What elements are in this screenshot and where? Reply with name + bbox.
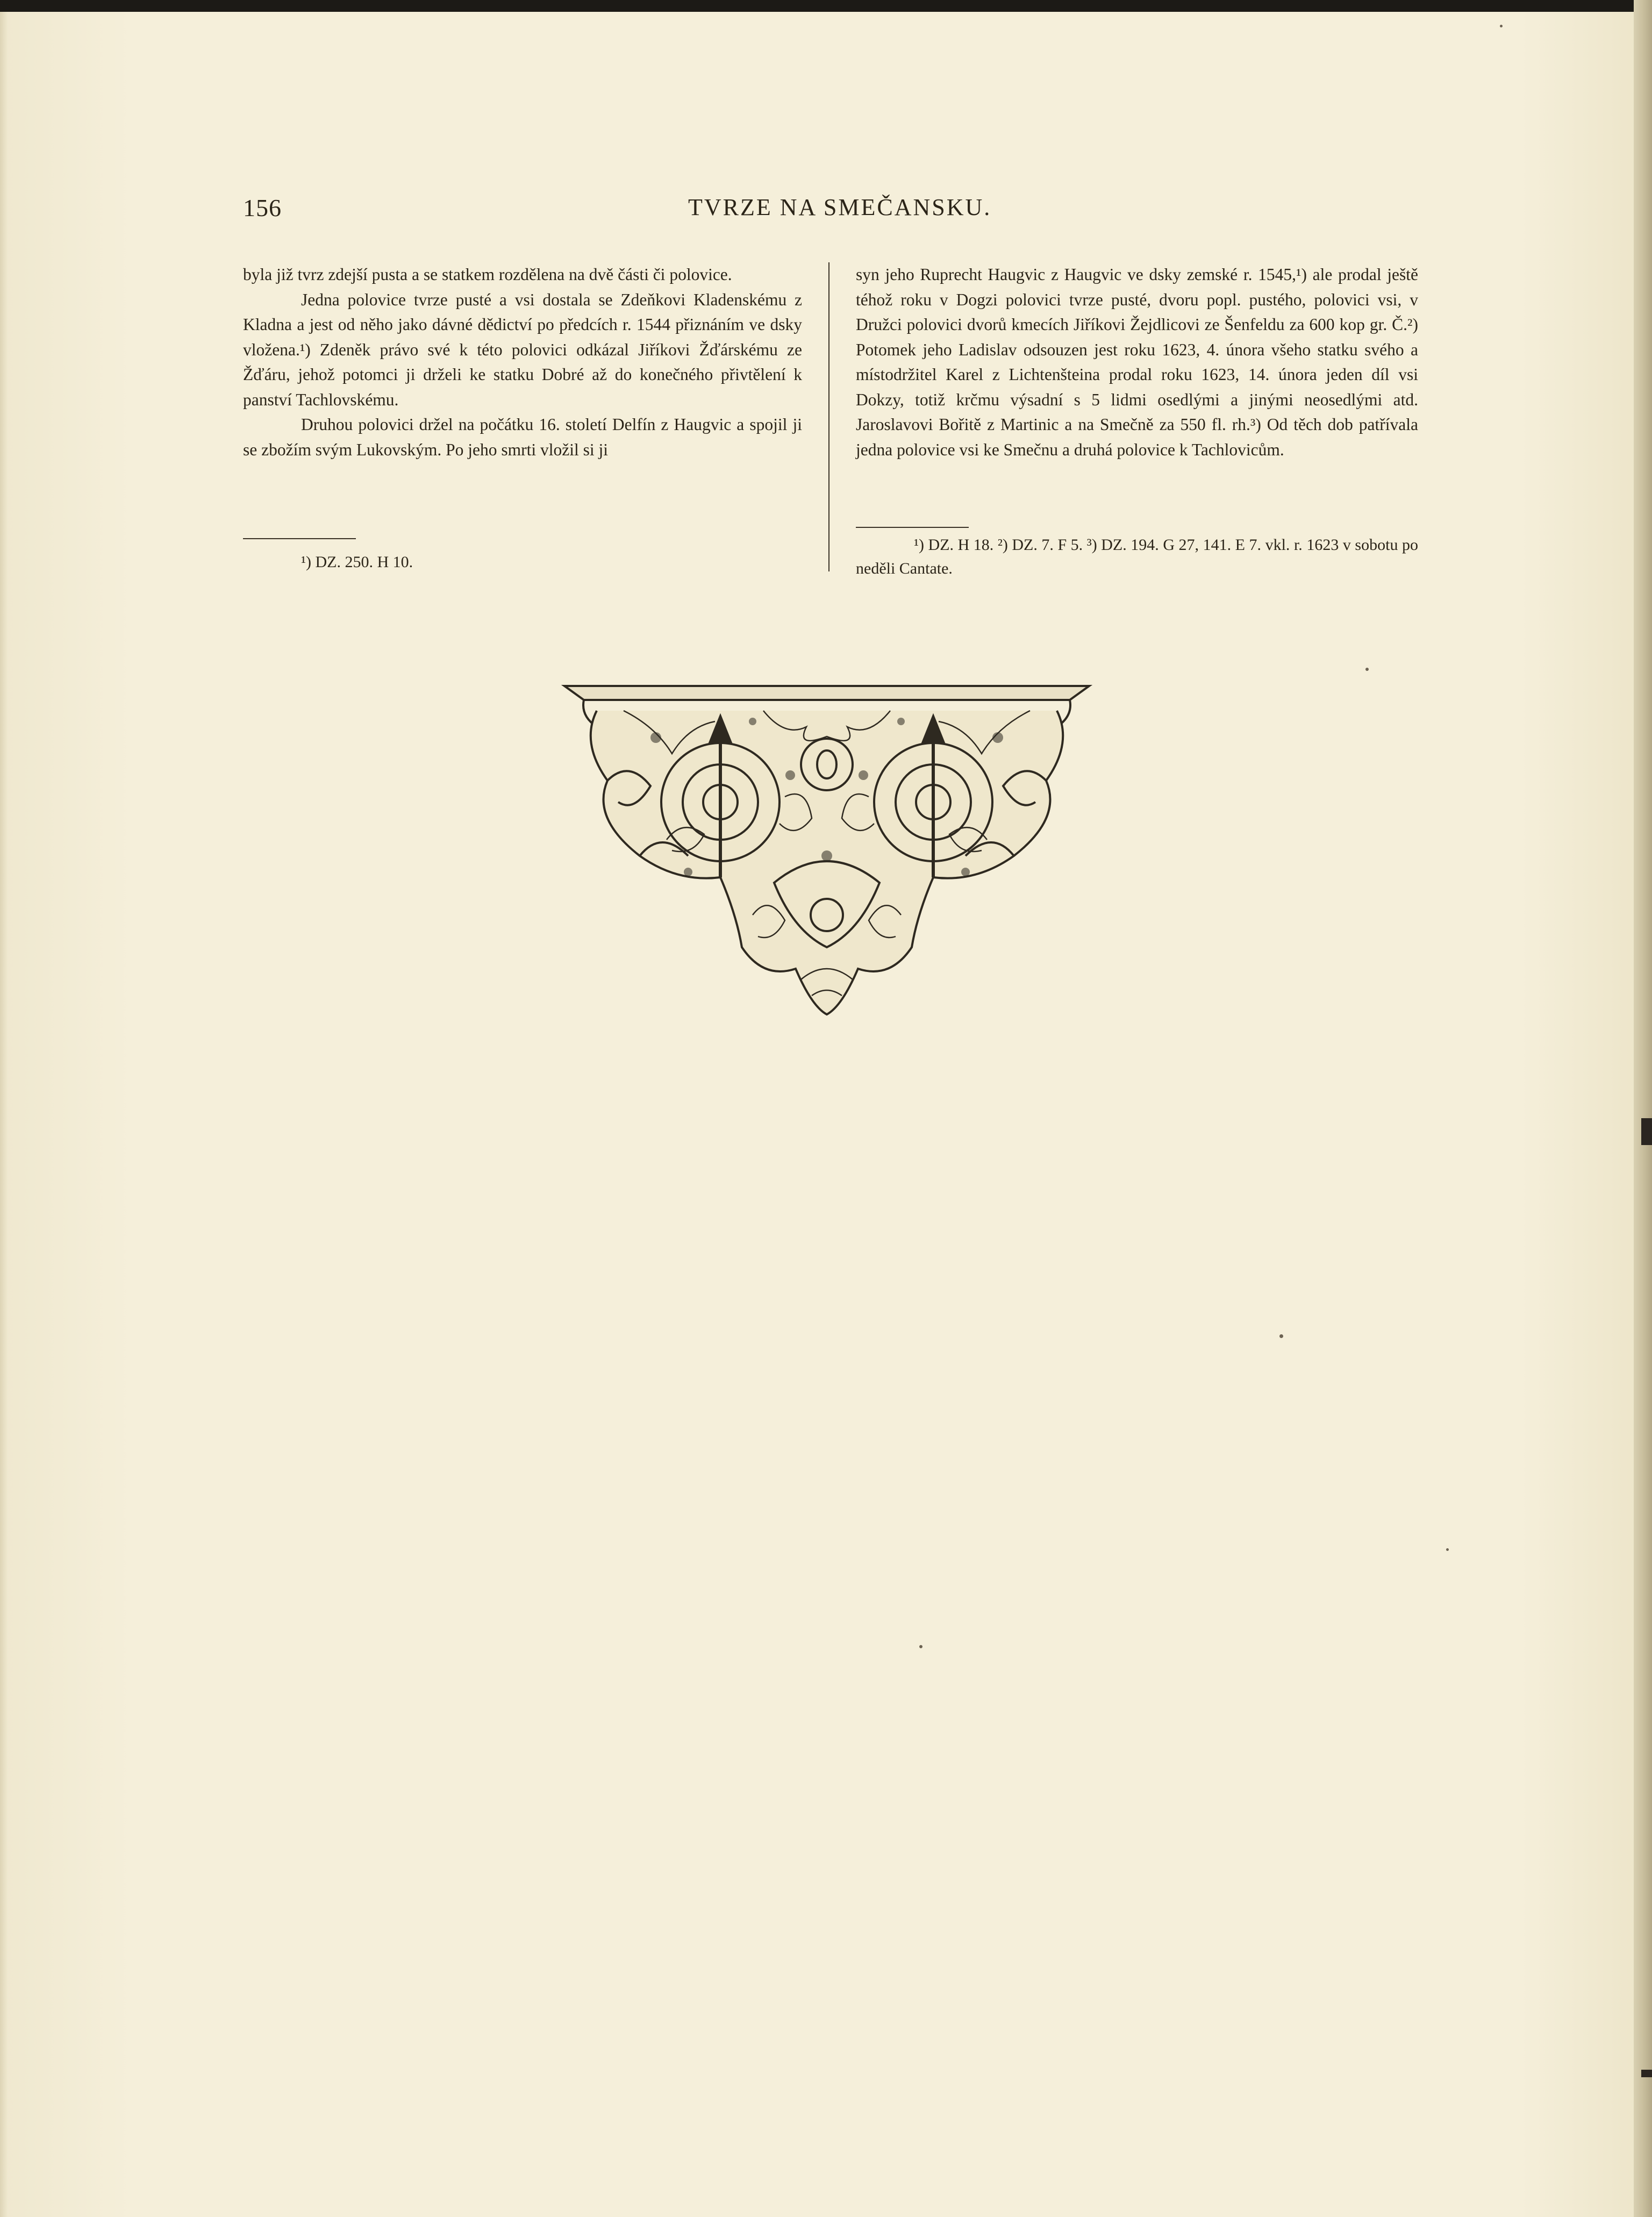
right-column [856,262,1418,462]
footnote-rule [856,527,969,528]
page-title: TVRZE NA SMEČANSKU. [688,194,992,220]
left-column [243,262,802,462]
column-divider [828,262,829,571]
right-footnote: ¹) DZ. H 18. ²) DZ. 7. F 5. ³) DZ. 194. G 27, 141. E 7. vkl. r. 1623 v sobotu po neděli Cantate. [856,536,1418,577]
left-footnote: ¹) DZ. 250. H 10. [301,553,413,571]
running-head [0,188,1652,231]
edge-mark [1641,1118,1652,1145]
paragraph: syn jeho Ruprecht Haugvic z Haugvic ve dsky zemské r. 1545,¹) ale prodal ještě téhož roku v Dogzi polovici tvrze pusté, dvoru popl. pustého, polovici vsi, v Družci polovici dvorů kmecích Jiříkovi Žejdlicovi ze Šenfeldu za 600 kop gr. Č.²) Potomek jeho Ladislav odsouzen jest roku 1623, 4. února všeho statku svého a místodržitel Karel z Lichtenšteina prodal roku 1623, 14. února jeden díl vsi Dokzy, totiž krčmu výsadní s 5 lidmi osedlými a jinými neosedlými atd. Jaroslavovi Bořitě z Martinic a na Smečně za 550 fl. rh.³) Od těch dob patřívala jedna polovice vsi ke Smečnu a druhá polovice k Tachlovicům. [856,265,1418,459]
paragraph: Druhou polovici držel na počátku 16. století Delfín z Haugvic a spojil ji se zbožím svým Lukovským. Po jeho smrti vložil si ji [243,415,802,459]
scan-speck [1365,668,1369,671]
scan-right-edge [1634,0,1652,2217]
decorative-tailpiece [559,678,1095,1017]
paragraph: byla již tvrz zdejší pusta a se statkem rozdělena na dvě části či polovice. [243,265,732,284]
edge-mark [1641,2070,1652,2077]
scan-left-margin [0,12,8,2217]
page-number: 156 [243,194,282,221]
footnote-rule [243,538,356,539]
scan-speck [919,1645,922,1648]
paragraph: Jedna polovice tvrze pusté a vsi dostala se Zdeňkovi Kladenskému z Kladna a jest od něho jako dávné dědictví po předcích r. 1544 přiznáním ve dsky vložena.¹) Zdeněk právo své k této polovici odkázal Jiříkovi Žďárskému ze Žďáru, jehož potomci ji drželi ke statku Dobré až do konečného přivtělení k panství Tachlovskému. [243,290,802,409]
scan-top-border [0,0,1652,12]
scan-speck [1279,1334,1283,1338]
scan-speck [1446,1548,1449,1551]
scan-speck [1500,25,1503,27]
